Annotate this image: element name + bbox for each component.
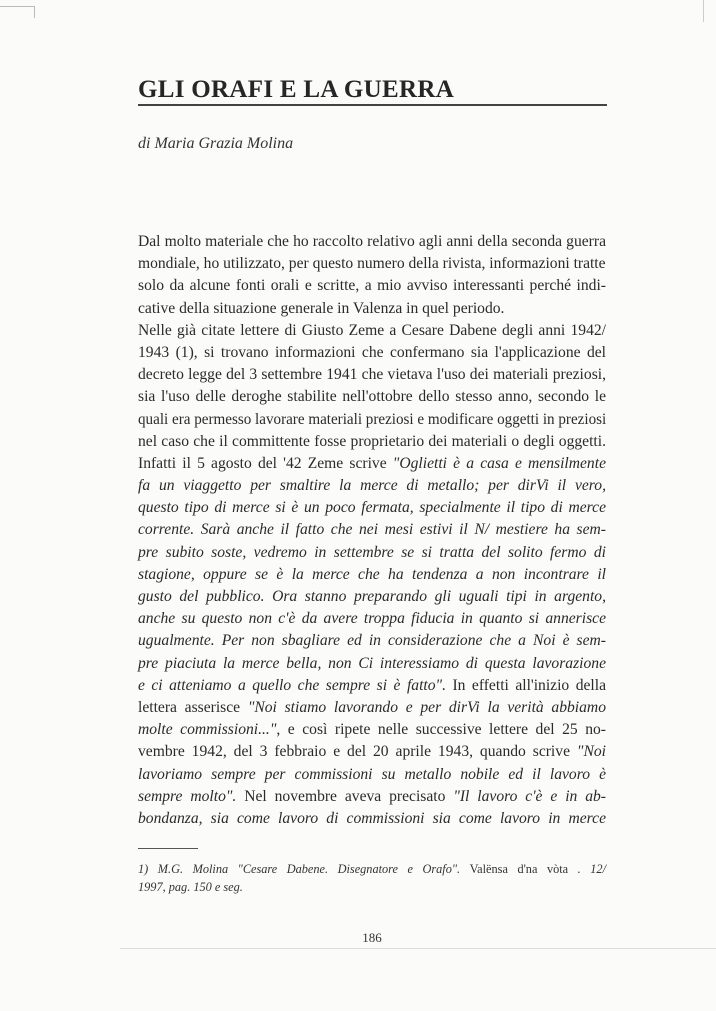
body-line <box>138 808 606 830</box>
text-segment: cative della situazione generale in Valenza in quel periodo. <box>138 299 505 317</box>
quoted-text: corrente. Sarà anche il fatto che nei mesi estivi il N/ mestiere ha sem- <box>138 521 606 539</box>
quoted-text: stagione, oppure se è la merce che ha tendenza a non incontrare il <box>138 565 606 583</box>
scan-corner-mark <box>703 0 704 22</box>
text-segment: solo da alcune fonti orali e scritte, a mio avviso interessanti perché indi- <box>138 277 606 295</box>
text-segment: 1943 (1), si trovano informazioni che confermano sia l'applicazione del <box>138 343 606 361</box>
body-line <box>138 275 606 297</box>
article-author: di Maria Grazia Molina <box>138 135 294 152</box>
body-line <box>138 519 606 541</box>
text-segment: lettera asserisce <box>138 698 248 716</box>
quoted-text: e ci atteniamo a quello che sempre si è fatto". <box>138 676 453 694</box>
text-segment: Valënsa d'na vòta <box>469 862 578 876</box>
quoted-text: "Oglietti è a casa e mensilmente <box>392 454 606 472</box>
title-rule <box>138 104 607 106</box>
body-line <box>138 542 606 564</box>
quoted-text: gusto del pubblico. Ora stanno preparando gli uguali tipi in argento, <box>138 588 606 605</box>
body-line <box>138 653 606 675</box>
body-line <box>138 320 606 342</box>
text-segment: nel caso che il committente fosse proprietario dei materiali o degli oggetti. <box>138 432 606 450</box>
article-title: GLI ORAFI E LA GUERRA <box>138 76 455 103</box>
quoted-text: "Noi stiamo lavorando e per dirVi la verità abbiamo <box>247 698 606 716</box>
text-segment: Nel novembre aveva precisato <box>244 787 454 805</box>
quoted-text: pre piaciuta la merce bella, non Ci interessiamo di questa lavorazione <box>138 654 606 672</box>
body-line <box>138 608 606 630</box>
body-line <box>138 786 606 808</box>
quoted-text: 1) M.G. Molina "Cesare Dabene. Disegnatore e Orafo". <box>138 862 470 876</box>
text-segment: In effetti all'inizio della <box>452 676 606 694</box>
quoted-text: bondanza, sia come lavoro di commissioni sia come lavoro in merce <box>138 809 606 827</box>
footnote <box>138 860 606 896</box>
body-line <box>138 764 606 786</box>
scan-edge-line <box>120 948 716 949</box>
quoted-text: "Noi <box>576 743 606 761</box>
body-line <box>138 231 606 253</box>
body-line <box>138 564 606 586</box>
body-line <box>138 586 606 608</box>
text-segment: Infatti il 5 agosto del '42 Zeme scrive <box>138 454 393 472</box>
quoted-text: fa un viaggetto per smaltire la merce di metallo; per dirVi il vero, <box>138 477 606 495</box>
body-line <box>138 342 606 364</box>
body-line <box>138 253 605 275</box>
body-line <box>138 409 607 431</box>
quoted-text: ugualmente. Per non sbagliare ed in considerazione che a Noi è sem- <box>138 632 606 650</box>
body-line <box>138 497 606 519</box>
body-line <box>138 431 606 453</box>
quoted-text: lavoriamo sempre per commissioni su metallo nobile ed il lavoro è <box>138 765 606 783</box>
quoted-text: sempre molto". <box>138 787 245 805</box>
footnote-line <box>138 878 606 896</box>
article-body <box>138 231 606 830</box>
text-segment: Nelle già citate lettere di Giusto Zeme a Cesare Dabene degli anni 1942/ <box>138 321 606 339</box>
text-segment: Dal molto materiale che ho raccolto relativo agli anni della seconda guerra <box>138 233 606 250</box>
scan-corner-mark <box>0 6 34 7</box>
footnote-rule <box>138 848 198 849</box>
body-line <box>138 364 606 386</box>
quoted-text: questo tipo di merce si è un poco fermata, specialmente il tipo di merce <box>138 499 606 517</box>
quoted-text: 1997, pag. 150 e seg. <box>138 880 243 894</box>
quoted-text: pre subito soste, vedremo in settembre se si tratta del solito fermo di <box>138 543 606 561</box>
footnote-line <box>138 860 606 878</box>
text-segment: quali era permesso lavorare materiali preziosi e modificare oggetti in preziosi <box>138 410 607 428</box>
body-line <box>138 386 606 408</box>
body-line <box>138 630 606 652</box>
body-line <box>138 453 606 475</box>
body-line <box>138 675 606 697</box>
text-segment: sia l'uso delle deroghe stabilite nell'ottobre dello stesso anno, secondo le <box>138 388 606 406</box>
body-line <box>138 719 606 741</box>
quoted-text: "Il lavoro c'è e in ab- <box>453 787 606 805</box>
body-line <box>138 741 606 763</box>
text-segment: vembre 1942, del 3 febbraio e del 20 aprile 1943, quando scrive <box>138 743 577 761</box>
page-number: 186 <box>362 930 382 945</box>
quoted-text: molte commissioni..." <box>138 721 277 739</box>
text-segment: decreto legge del 3 settembre 1941 che vietava l'uso dei materiali preziosi, <box>138 366 606 384</box>
quoted-text: anche su questo non c'è da avere troppa fiducia in quanto si annerisce <box>138 610 606 628</box>
text-segment: , e così ripete nelle successive lettere del 25 no- <box>276 721 607 739</box>
scan-corner-mark <box>34 6 35 18</box>
quoted-text: . 12/ <box>577 862 607 876</box>
text-segment: mondiale, ho utilizzato, per questo numero della rivista, informazioni tratte <box>138 255 606 273</box>
body-line <box>138 475 606 497</box>
body-line <box>138 298 606 320</box>
body-line <box>138 697 606 719</box>
